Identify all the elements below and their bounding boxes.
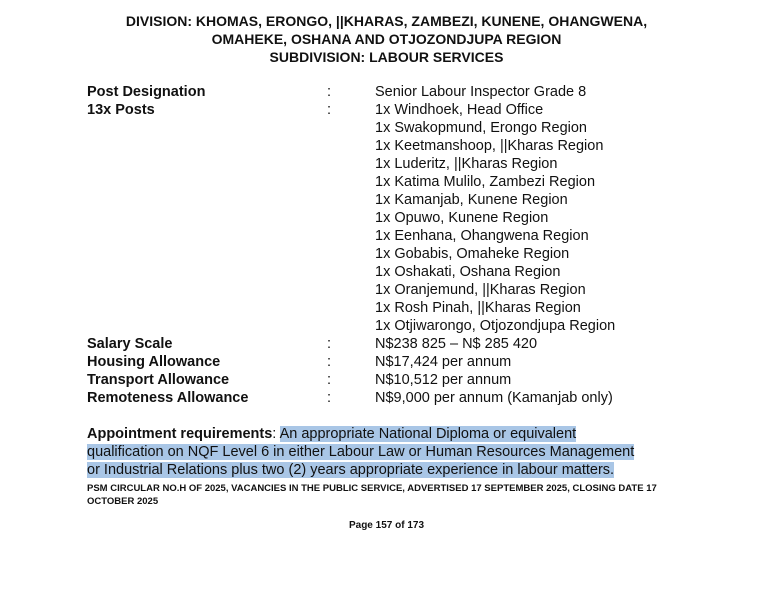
post-designation-row bbox=[0, 83, 773, 101]
division-header bbox=[0, 12, 773, 66]
post-location: 1x Otjiwarongo, Otjozondjupa Region bbox=[375, 318, 616, 334]
housing-row bbox=[0, 353, 773, 371]
colon: : bbox=[327, 354, 332, 370]
division-line-2: OMAHEKE, OSHANA AND OTJOZONDJUPA REGION bbox=[211, 31, 562, 47]
colon: : bbox=[327, 102, 332, 118]
housing-label: Housing Allowance bbox=[87, 354, 221, 370]
remoteness-row bbox=[0, 389, 773, 407]
salary-value: N$238 825 – N$ 285 420 bbox=[375, 336, 538, 352]
requirements-text-line-2[interactable]: qualification on NQF Level 6 in either Labour Law or Human Resources Management bbox=[87, 444, 635, 460]
post-location: 1x Keetmanshoop, ||Kharas Region bbox=[375, 138, 604, 154]
post-location: 1x Rosh Pinah, ||Kharas Region bbox=[375, 300, 581, 316]
requirements-text-line-3[interactable]: or Industrial Relations plus two (2) years appropriate experience in labour matters. bbox=[87, 462, 615, 478]
division-line-1: DIVISION: KHOMAS, ERONGO, ||KHARAS, ZAMBEZI, KUNENE, OHANGWENA, bbox=[125, 13, 648, 29]
colon: : bbox=[327, 390, 332, 406]
post-location: 1x Oranjemund, ||Kharas Region bbox=[375, 282, 586, 298]
requirements-separator: : bbox=[272, 426, 280, 442]
requirements-text-line-1[interactable]: An appropriate National Diploma or equivalent bbox=[279, 426, 577, 442]
post-location: 1x Gobabis, Omaheke Region bbox=[375, 246, 570, 262]
salary-row bbox=[0, 335, 773, 353]
post-location: 1x Windhoek, Head Office bbox=[375, 102, 544, 118]
salary-label: Salary Scale bbox=[87, 336, 173, 352]
post-location: 1x Eenhana, Ohangwena Region bbox=[375, 228, 589, 244]
circular-line-2: OCTOBER 2025 bbox=[87, 496, 159, 507]
colon: : bbox=[327, 84, 332, 100]
post-location: 1x Kamanjab, Kunene Region bbox=[375, 192, 568, 208]
post-designation-label: Post Designation bbox=[87, 84, 206, 100]
subdivision-line: SUBDIVISION: LABOUR SERVICES bbox=[269, 49, 504, 65]
circular-footer bbox=[87, 482, 707, 508]
colon: : bbox=[327, 336, 332, 352]
post-location: 1x Luderitz, ||Kharas Region bbox=[375, 156, 558, 172]
circular-line-1: PSM CIRCULAR NO.H OF 2025, VACANCIES IN THE PUBLIC SERVICE, ADVERTISED 17 SEPTEMBER 2025, CLOSING DATE 17 bbox=[87, 483, 657, 494]
remoteness-label: Remoteness Allowance bbox=[87, 390, 249, 406]
post-location: 1x Oshakati, Oshana Region bbox=[375, 264, 561, 280]
colon: : bbox=[327, 372, 332, 388]
transport-row bbox=[0, 371, 773, 389]
posts-label: 13x Posts bbox=[87, 102, 155, 118]
posts-row bbox=[0, 101, 773, 119]
housing-value: N$17,424 per annum bbox=[375, 354, 512, 370]
post-location: 1x Swakopmund, Erongo Region bbox=[375, 120, 587, 136]
transport-label: Transport Allowance bbox=[87, 372, 230, 388]
remoteness-value: N$9,000 per annum (Kamanjab only) bbox=[375, 390, 613, 406]
post-location: 1x Katima Mulilo, Zambezi Region bbox=[375, 174, 596, 190]
post-designation-value: Senior Labour Inspector Grade 8 bbox=[375, 84, 587, 100]
requirements-label: Appointment requirements bbox=[87, 426, 273, 442]
transport-value: N$10,512 per annum bbox=[375, 372, 512, 388]
appointment-requirements[interactable] bbox=[87, 425, 697, 479]
page-number: Page 157 of 173 bbox=[348, 520, 425, 531]
post-location: 1x Opuwo, Kunene Region bbox=[375, 210, 549, 226]
